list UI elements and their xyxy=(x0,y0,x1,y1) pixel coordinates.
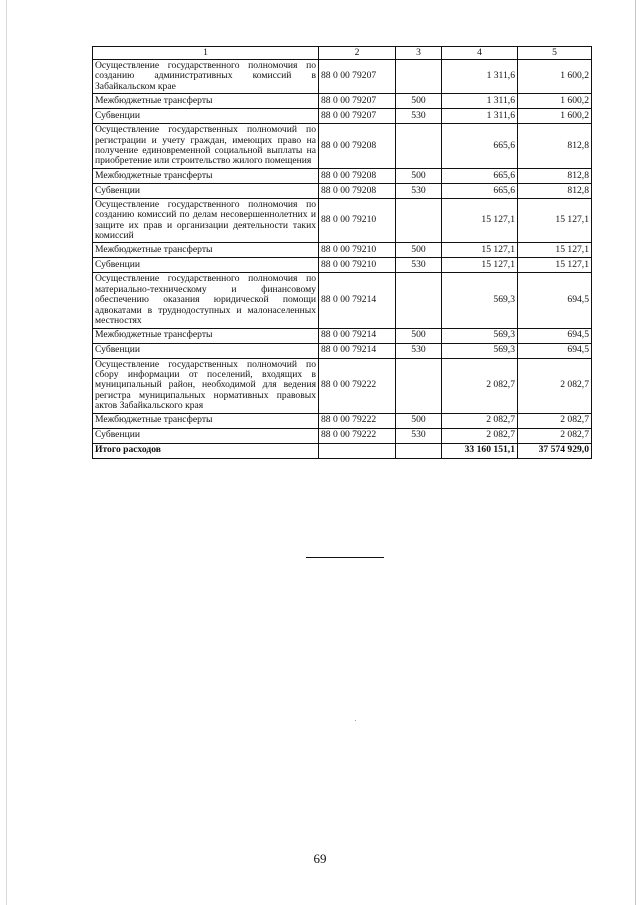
table-row xyxy=(93,60,592,94)
column-header: 1 xyxy=(93,47,319,60)
value-col5: 694,5 xyxy=(518,343,592,358)
table-row xyxy=(93,109,592,124)
value-col4: 15 127,1 xyxy=(442,198,518,243)
row-description: Межбюджетные трансферты xyxy=(93,168,319,183)
budget-expenditure-table xyxy=(92,46,592,459)
value-col5: 694,5 xyxy=(518,273,592,328)
row-description: Субвенции xyxy=(93,258,319,273)
target-article-code: 88 0 00 79214 xyxy=(319,328,396,343)
value-col4: 2 082,7 xyxy=(442,413,518,428)
target-article-code: 88 0 00 79208 xyxy=(319,124,396,169)
value-col4: 569,3 xyxy=(442,343,518,358)
expense-type-code xyxy=(396,198,442,243)
table-row xyxy=(93,428,592,443)
row-description: Осуществление государственных полномочий по регистрации и учету граждан, имеющих право на получение единовременной социальной выплаты на приобретение или строительство жилого помещения xyxy=(93,124,319,169)
value-col5: 2 082,7 xyxy=(518,358,592,413)
value-col4: 2 082,7 xyxy=(442,358,518,413)
table-header-row xyxy=(93,47,592,60)
row-description: Межбюджетные трансферты xyxy=(93,328,319,343)
target-article-code: 88 0 00 79210 xyxy=(319,243,396,258)
row-description: Субвенции xyxy=(93,343,319,358)
total-vr-cell xyxy=(396,443,442,458)
target-article-code: 88 0 00 79210 xyxy=(319,198,396,243)
table-row xyxy=(93,328,592,343)
total-code-cell xyxy=(319,443,396,458)
value-col5: 15 127,1 xyxy=(518,243,592,258)
target-article-code: 88 0 00 79214 xyxy=(319,343,396,358)
expense-type-code xyxy=(396,273,442,328)
expense-type-code xyxy=(396,60,442,94)
row-description: Межбюджетные трансферты xyxy=(93,94,319,109)
value-col4: 2 082,7 xyxy=(442,428,518,443)
table-row xyxy=(93,168,592,183)
target-article-code: 88 0 00 79208 xyxy=(319,183,396,198)
expense-type-code: 530 xyxy=(396,258,442,273)
row-description: Субвенции xyxy=(93,109,319,124)
total-row xyxy=(93,443,592,458)
table-row xyxy=(93,273,592,328)
scan-speck xyxy=(355,720,356,721)
row-description: Осуществление государственных полномочий по сбору информации от поселений, входящих в муниципальный район, необходимой для ведения регистра муниципальных нормативных правовых актов Забайкальского края xyxy=(93,358,319,413)
target-article-code: 88 0 00 79210 xyxy=(319,258,396,273)
value-col4: 665,6 xyxy=(442,124,518,169)
table-row xyxy=(93,258,592,273)
row-description: Осуществление государственного полномочия по созданию административных комиссий в Забайкальском крае xyxy=(93,60,319,94)
target-article-code: 88 0 00 79222 xyxy=(319,428,396,443)
expense-type-code xyxy=(396,124,442,169)
table-row xyxy=(93,183,592,198)
expense-type-code: 500 xyxy=(396,413,442,428)
value-col4: 1 311,6 xyxy=(442,94,518,109)
table-row xyxy=(93,413,592,428)
expense-type-code xyxy=(396,358,442,413)
value-col5: 812,8 xyxy=(518,183,592,198)
total-label: Итого расходов xyxy=(93,443,319,458)
expense-type-code: 530 xyxy=(396,428,442,443)
table-row xyxy=(93,94,592,109)
value-col5: 1 600,2 xyxy=(518,94,592,109)
value-col5: 694,5 xyxy=(518,328,592,343)
target-article-code: 88 0 00 79222 xyxy=(319,413,396,428)
value-col4: 569,3 xyxy=(442,273,518,328)
value-col4: 665,6 xyxy=(442,168,518,183)
value-col5: 15 127,1 xyxy=(518,198,592,243)
column-header: 3 xyxy=(396,47,442,60)
target-article-code: 88 0 00 79207 xyxy=(319,94,396,109)
row-description: Межбюджетные трансферты xyxy=(93,413,319,428)
value-col4: 569,3 xyxy=(442,328,518,343)
expense-type-code: 500 xyxy=(396,168,442,183)
value-col5: 2 082,7 xyxy=(518,428,592,443)
total-value-col4: 33 160 151,1 xyxy=(442,443,518,458)
value-col5: 1 600,2 xyxy=(518,109,592,124)
target-article-code: 88 0 00 79207 xyxy=(319,109,396,124)
value-col5: 15 127,1 xyxy=(518,258,592,273)
end-of-table-divider xyxy=(306,557,384,558)
table-row xyxy=(93,198,592,243)
table-row xyxy=(93,358,592,413)
expense-type-code: 530 xyxy=(396,109,442,124)
target-article-code: 88 0 00 79208 xyxy=(319,168,396,183)
column-header: 5 xyxy=(518,47,592,60)
expense-type-code: 530 xyxy=(396,183,442,198)
total-value-col5: 37 574 929,0 xyxy=(518,443,592,458)
value-col5: 2 082,7 xyxy=(518,413,592,428)
row-description: Межбюджетные трансферты xyxy=(93,243,319,258)
value-col4: 15 127,1 xyxy=(442,243,518,258)
target-article-code: 88 0 00 79207 xyxy=(319,60,396,94)
table-body xyxy=(93,60,592,444)
table-row xyxy=(93,243,592,258)
scan-edge-right xyxy=(635,0,636,905)
value-col5: 812,8 xyxy=(518,168,592,183)
value-col4: 1 311,6 xyxy=(442,60,518,94)
expense-type-code: 530 xyxy=(396,343,442,358)
expense-type-code: 500 xyxy=(396,243,442,258)
value-col5: 1 600,2 xyxy=(518,60,592,94)
table-row xyxy=(93,124,592,169)
column-header: 4 xyxy=(442,47,518,60)
value-col4: 1 311,6 xyxy=(442,109,518,124)
target-article-code: 88 0 00 79222 xyxy=(319,358,396,413)
value-col5: 812,8 xyxy=(518,124,592,169)
column-header: 2 xyxy=(319,47,396,60)
table-row xyxy=(93,343,592,358)
value-col4: 665,6 xyxy=(442,183,518,198)
value-col4: 15 127,1 xyxy=(442,258,518,273)
expense-type-code: 500 xyxy=(396,94,442,109)
row-description: Субвенции xyxy=(93,428,319,443)
row-description: Осуществление государственного полномочия по материально-техническому и финансовому обеспечению оказания юридической помощи адвокатами в труднодоступных и малонаселенных местностях xyxy=(93,273,319,328)
target-article-code: 88 0 00 79214 xyxy=(319,273,396,328)
scan-edge-left xyxy=(6,0,7,905)
expense-type-code: 500 xyxy=(396,328,442,343)
row-description: Осуществление государственного полномочия по созданию комиссий по делам несовершеннолетних и защите их прав и организации деятельности таких комиссий xyxy=(93,198,319,243)
page-number: 69 xyxy=(313,851,327,866)
row-description: Субвенции xyxy=(93,183,319,198)
